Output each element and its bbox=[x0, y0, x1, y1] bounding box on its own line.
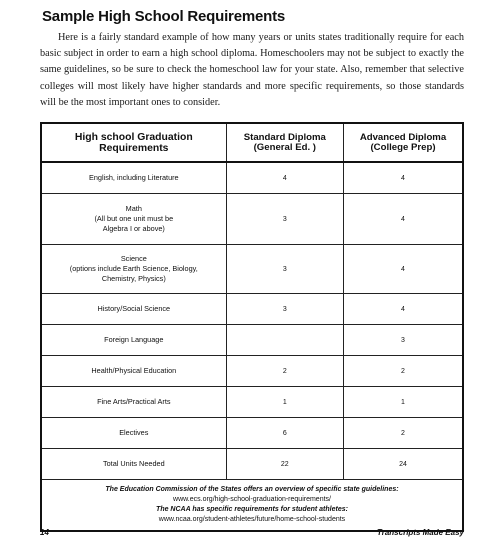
header-advanced-line: Advanced Diploma bbox=[359, 131, 447, 143]
standard-units: 6 bbox=[226, 418, 343, 449]
table-footnote-row bbox=[41, 480, 463, 532]
subject-line: Math bbox=[125, 204, 142, 214]
footnote-ecs-link[interactable]: www.ecs.org/high-school-graduation-requirements/ bbox=[173, 496, 331, 504]
subject-line: Chemistry, Physics) bbox=[101, 274, 166, 284]
subject-line: (options include Earth Science, Biology, bbox=[69, 264, 198, 274]
standard-units: 1 bbox=[226, 387, 343, 418]
header-advanced-line: (College Prep) bbox=[370, 141, 436, 153]
standard-units: 3 bbox=[226, 294, 343, 325]
standard-units: 2 bbox=[226, 356, 343, 387]
header-standard bbox=[226, 123, 343, 162]
advanced-units-total: 24 bbox=[344, 449, 463, 480]
subject-line: (All but one unit must be bbox=[94, 214, 174, 224]
table-row bbox=[41, 162, 463, 194]
advanced-units: 4 bbox=[344, 194, 463, 245]
standard-units: 3 bbox=[226, 245, 343, 294]
subject-cell bbox=[41, 294, 226, 325]
table-row-total bbox=[41, 449, 463, 480]
subject-cell bbox=[41, 449, 226, 480]
subject-line: Fine Arts/Practical Arts bbox=[97, 397, 171, 407]
requirements-table bbox=[40, 122, 464, 532]
table-row bbox=[41, 418, 463, 449]
table-row bbox=[41, 356, 463, 387]
advanced-units: 3 bbox=[344, 325, 463, 356]
intro-paragraph: Here is a fairly standard example of how many years or units states traditionally require for each basic subject in order to earn a high school diploma. Homeschoolers may not be subject to exactly the same guidelines, so be sure to check the homeschool law for your state. Also, remember that selective colleges will most likely have higher standards and more specific requirements, so those standards will be the most important ones to consider. bbox=[40, 32, 464, 108]
subject-cell bbox=[41, 245, 226, 294]
standard-units bbox=[226, 325, 343, 356]
footnote-ncaa-link[interactable]: www.ncaa.org/student-athletes/future/home-school-students bbox=[158, 516, 346, 524]
subject-line: Algebra I or above) bbox=[102, 224, 165, 234]
standard-units: 4 bbox=[226, 162, 343, 194]
advanced-units: 4 bbox=[344, 245, 463, 294]
advanced-units: 4 bbox=[344, 162, 463, 194]
header-standard-line: (General Ed. ) bbox=[253, 141, 316, 153]
page bbox=[40, 8, 464, 532]
subject-line: Electives bbox=[119, 428, 149, 438]
subject-line: Health/Physical Education bbox=[91, 366, 177, 376]
footnote-ncaa-text: The NCAA has specific requirements for student athletes: bbox=[156, 506, 348, 514]
subject-cell bbox=[41, 356, 226, 387]
standard-units-total: 22 bbox=[226, 449, 343, 480]
subject-line: History/Social Science bbox=[97, 304, 171, 314]
table-row bbox=[41, 194, 463, 245]
subject-cell bbox=[41, 325, 226, 356]
standard-units: 3 bbox=[226, 194, 343, 245]
advanced-units: 1 bbox=[344, 387, 463, 418]
table-footnote bbox=[41, 480, 463, 532]
advanced-units: 2 bbox=[344, 418, 463, 449]
advanced-units: 4 bbox=[344, 294, 463, 325]
page-title: Sample High School Requirements bbox=[42, 8, 286, 25]
table-row bbox=[41, 325, 463, 356]
subject-line: English, including Literature bbox=[88, 173, 179, 183]
subject-cell bbox=[41, 387, 226, 418]
subject-line: Foreign Language bbox=[104, 335, 164, 345]
subject-cell bbox=[41, 162, 226, 194]
footnote-ecs-text: The Education Commission of the States offers an overview of specific state guidelines: bbox=[105, 486, 399, 494]
subject-cell bbox=[41, 418, 226, 449]
table-row bbox=[41, 294, 463, 325]
subject-line: Total Units Needed bbox=[102, 459, 165, 469]
table-row bbox=[41, 387, 463, 418]
header-standard-line: Standard Diploma bbox=[243, 131, 326, 143]
table-row bbox=[41, 245, 463, 294]
header-advanced bbox=[344, 123, 463, 162]
table-header-row bbox=[41, 123, 463, 162]
subject-line: Science bbox=[120, 254, 147, 264]
subject-cell bbox=[41, 194, 226, 245]
header-subject: High school Graduation Requirements bbox=[41, 123, 226, 162]
book-title: Transcripts Made Easy bbox=[376, 528, 464, 537]
page-number: 14 bbox=[40, 528, 49, 537]
advanced-units: 2 bbox=[344, 356, 463, 387]
